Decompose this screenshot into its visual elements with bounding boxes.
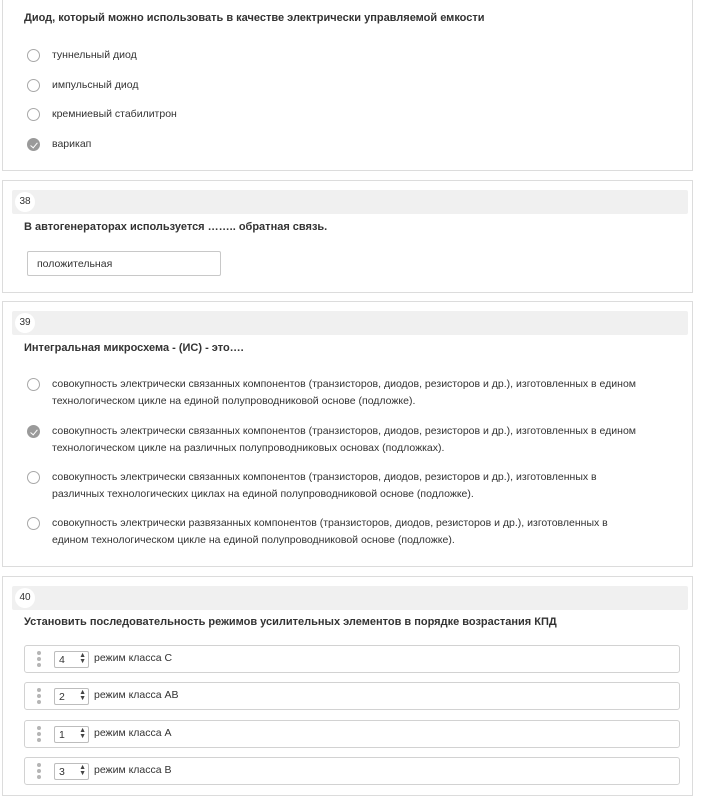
option-label: варикап [52,138,92,150]
order-value: 1 [59,729,65,741]
question-number: 39 [15,313,35,333]
option-label [52,376,636,410]
order-select[interactable] [54,688,89,705]
order-select[interactable] [54,651,89,668]
order-value: 2 [59,691,65,703]
radio-button-checked[interactable] [27,425,40,438]
drag-handle-icon[interactable] [37,688,43,704]
radio-button[interactable] [27,378,40,391]
order-select[interactable] [54,726,89,743]
option-label: кремниевый стабилитрон [52,108,177,120]
option-label-line: совокупность электрически связанных компонентов (транзисторов, диодов, резисторов и др.), изготовленных в едином [52,425,636,437]
question-number: 40 [15,588,35,608]
option-label-line: совокупность электрически связанных компонентов (транзисторов, диодов, резисторов и др.), изготовленных в едином [52,378,636,390]
question-number-bar [12,190,688,214]
question-title: В автогенераторах используется …….. обратная связь. [24,221,328,233]
option-label-line: совокупность электрически развязанных компонентов (транзисторов, диодов, резисторов и др.), изготовленных в [52,517,608,529]
question-number: 38 [15,192,35,212]
radio-button[interactable] [27,108,40,121]
order-select[interactable] [54,763,89,780]
radio-button[interactable] [27,471,40,484]
option-label [52,469,597,503]
question-number-bar [12,586,688,610]
option-label-line: едином технологическом цикле на единой полупроводниковой основе (подложке). [52,534,455,546]
option-label [52,423,636,457]
question-card-38 [2,180,693,293]
order-item[interactable] [24,720,680,748]
radio-button[interactable] [27,49,40,62]
order-value: 4 [59,654,65,666]
option-label [52,515,608,549]
question-title: Интегральная микросхема - (ИС) - это…. [24,342,244,354]
order-item[interactable] [24,645,680,673]
order-value: 3 [59,766,65,778]
order-item-label: режим класса B [94,764,172,776]
question-card-39 [2,301,693,567]
order-item-label: режим класса AB [94,689,179,701]
option-label-line: различных технологических циклах на единой полупроводниковой основе (подложке). [52,488,474,500]
order-item[interactable] [24,682,680,710]
drag-handle-icon[interactable] [37,726,43,742]
option-label: туннельный диод [52,49,137,61]
order-item-label: режим класса C [94,652,173,664]
order-item[interactable] [24,757,680,785]
up-down-spinner-icon: ▲ ▼ [79,764,86,777]
radio-button-checked[interactable] [27,138,40,151]
up-down-spinner-icon: ▲ ▼ [79,652,86,665]
radio-button[interactable] [27,79,40,92]
question-title: Установить последовательность режимов усилительных элементов в порядке возрастания КПД [24,616,557,628]
option-label-line: технологическом цикле на различных полупроводниковых основах (подложках). [52,442,445,454]
option-label-line: технологическом цикле на единой полупроводниковой основе (подложке). [52,395,416,407]
question-card-37 [2,0,693,171]
order-item-label: режим класса A [94,727,172,739]
up-down-spinner-icon: ▲ ▼ [79,689,86,702]
question-card-40 [2,576,693,796]
up-down-spinner-icon: ▲ ▼ [79,727,86,740]
option-label-line: совокупность электрически связанных компонентов (транзисторов, диодов, резисторов и др.), изготовленных в [52,471,597,483]
drag-handle-icon[interactable] [37,651,43,667]
radio-button[interactable] [27,517,40,530]
drag-handle-icon[interactable] [37,763,43,779]
question-number-bar [12,311,688,335]
answer-input[interactable] [27,251,221,276]
option-label: импульсный диод [52,79,139,91]
question-title: Диод, который можно использовать в качестве электрически управляемой емкости [24,12,485,24]
